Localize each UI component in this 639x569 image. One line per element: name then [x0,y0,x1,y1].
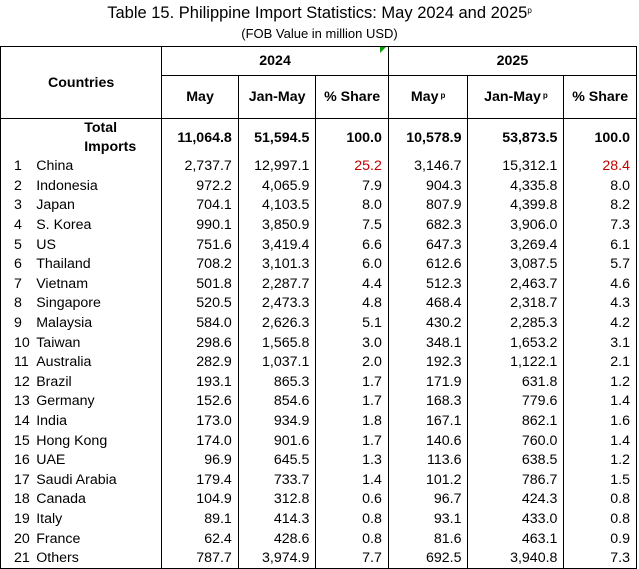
table-row [1,294,637,314]
cell-rank: 13 [1,392,37,412]
cell-janmay-2024: 12,997.1 [238,157,316,177]
cell-janmay-2024: 3,419.4 [238,235,316,255]
table-row [1,529,637,549]
cell-janmay-2025: 3,087.5 [468,255,564,275]
cell-may-2024: 96.9 [162,451,239,471]
table-row [1,275,637,295]
header-share-2024: % Share [316,76,389,119]
cell-may-2024: 2,737.7 [162,157,239,177]
cell-share-2024: 2.0 [316,353,389,373]
cell-may-2025: 682.3 [388,216,468,236]
table-row [1,490,637,510]
cell-rank: 9 [1,314,37,334]
total-janmay-2024: 51,594.5 [238,119,316,158]
cell-country: Singapore [36,294,162,314]
cell-janmay-2025: 2,318.7 [468,294,564,314]
cell-share-2025: 1.2 [564,451,637,471]
table-row [1,451,637,471]
cell-may-2025: 96.7 [388,490,468,510]
cell-janmay-2024: 4,065.9 [238,177,316,197]
cell-share-2024: 4.8 [316,294,389,314]
cell-janmay-2025: 433.0 [468,510,564,530]
cell-country: China [36,157,162,177]
cell-share-2024: 3.0 [316,333,389,353]
cell-share-2024: 1.8 [316,412,389,432]
cell-rank: 8 [1,294,37,314]
cell-janmay-2024: 854.6 [238,392,316,412]
cell-share-2025: 5.7 [564,255,637,275]
table-row [1,216,637,236]
cell-may-2025: 612.6 [388,255,468,275]
table-row [1,373,637,393]
cell-country: Malaysia [36,314,162,334]
cell-janmay-2024: 645.5 [238,451,316,471]
header-year-2024: 2024 [162,47,389,76]
cell-share-2024: 7.5 [316,216,389,236]
cell-share-2025: 28.4 [564,157,637,177]
cell-may-2025: 81.6 [388,529,468,549]
cell-share-2025: 8.2 [564,196,637,216]
cell-rank: 18 [1,490,37,510]
cell-rank: 21 [1,549,37,569]
header-share-2025: % Share [564,76,637,119]
cell-country: India [36,412,162,432]
total-may-2025: 10,578.9 [388,119,468,158]
cell-may-2024: 62.4 [162,529,239,549]
cell-janmay-2025: 15,312.1 [468,157,564,177]
cell-janmay-2024: 865.3 [238,373,316,393]
table-row [1,196,637,216]
cell-janmay-2024: 3,850.9 [238,216,316,236]
cell-country: Saudi Arabia [36,471,162,491]
cell-share-2025: 7.3 [564,549,637,569]
cell-rank: 12 [1,373,37,393]
cell-share-2025: 8.0 [564,177,637,197]
cell-share-2025: 4.3 [564,294,637,314]
cell-share-2025: 4.2 [564,314,637,334]
cell-country: Hong Kong [36,431,162,451]
cell-janmay-2024: 3,101.3 [238,255,316,275]
cell-country: Taiwan [36,333,162,353]
table-row [1,353,637,373]
table-subtitle: (FOB Value in million USD) [241,26,398,41]
cell-janmay-2024: 312.8 [238,490,316,510]
total-row [1,119,637,158]
preliminary-mark: p [527,6,532,15]
cell-janmay-2024: 934.9 [238,412,316,432]
cell-may-2024: 104.9 [162,490,239,510]
cell-may-2025: 692.5 [388,549,468,569]
cell-may-2025: 192.3 [388,353,468,373]
cell-share-2024: 1.7 [316,373,389,393]
preliminary-mark: p [440,91,446,101]
cell-may-2025: 3,146.7 [388,157,468,177]
cell-janmay-2024: 3,974.9 [238,549,316,569]
cell-rank: 7 [1,275,37,295]
table-row [1,157,637,177]
cell-janmay-2025: 2,463.7 [468,275,564,295]
cell-share-2024: 5.1 [316,314,389,334]
cell-may-2024: 520.5 [162,294,239,314]
table-row [1,177,637,197]
cell-may-2025: 93.1 [388,510,468,530]
cell-share-2025: 1.5 [564,471,637,491]
cell-may-2025: 171.9 [388,373,468,393]
cell-rank: 3 [1,196,37,216]
cell-share-2025: 1.4 [564,431,637,451]
cell-may-2025: 904.3 [388,177,468,197]
table-row [1,333,637,353]
header-janmay-2025-label: Jan-May [484,89,541,106]
cell-country: UAE [36,451,162,471]
cell-share-2025: 4.6 [564,275,637,295]
cell-janmay-2025: 862.1 [468,412,564,432]
table-title-text: Table 15. Philippine Import Statistics: May 2024 and 2025 [107,4,528,22]
table-row [1,549,637,569]
cell-rank: 5 [1,235,37,255]
table-row [1,235,637,255]
preliminary-mark: p [542,91,548,101]
header-janmay-2025 [468,76,564,119]
cell-janmay-2025: 3,940.8 [468,549,564,569]
cell-rank: 1 [1,157,37,177]
cell-janmay-2024: 428.6 [238,529,316,549]
cell-may-2025: 168.3 [388,392,468,412]
cell-janmay-2025: 2,285.3 [468,314,564,334]
cell-country: France [36,529,162,549]
cell-country: Thailand [36,255,162,275]
cell-country: Others [36,549,162,569]
cell-may-2025: 167.1 [388,412,468,432]
cell-share-2025: 2.1 [564,353,637,373]
cell-rank: 16 [1,451,37,471]
cell-country: Indonesia [36,177,162,197]
cell-share-2024: 6.0 [316,255,389,275]
cell-rank: 15 [1,431,37,451]
cell-may-2024: 174.0 [162,431,239,451]
cell-share-2024: 7.9 [316,177,389,197]
cell-janmay-2024: 2,626.3 [238,314,316,334]
cell-share-2024: 4.4 [316,275,389,295]
table-row [1,314,637,334]
total-share-2024: 100.0 [316,119,389,158]
cell-share-2024: 0.8 [316,529,389,549]
table-row [1,431,637,451]
cell-share-2025: 0.9 [564,529,637,549]
cell-janmay-2025: 424.3 [468,490,564,510]
cell-may-2024: 298.6 [162,333,239,353]
cell-may-2025: 140.6 [388,431,468,451]
import-statistics-table [0,46,637,569]
header-may-2025 [388,76,468,119]
cell-may-2024: 173.0 [162,412,239,432]
cell-share-2024: 1.3 [316,451,389,471]
total-rank-cell [1,119,37,158]
cell-share-2024: 25.2 [316,157,389,177]
cell-rank: 6 [1,255,37,275]
cell-may-2024: 972.2 [162,177,239,197]
cell-may-2024: 501.8 [162,275,239,295]
cell-corner-marker [380,47,386,53]
cell-may-2024: 152.6 [162,392,239,412]
cell-janmay-2025: 760.0 [468,431,564,451]
cell-janmay-2024: 414.3 [238,510,316,530]
table-row [1,255,637,275]
cell-janmay-2025: 786.7 [468,471,564,491]
cell-share-2025: 1.4 [564,392,637,412]
cell-share-2024: 1.7 [316,431,389,451]
cell-rank: 17 [1,471,37,491]
cell-may-2024: 704.1 [162,196,239,216]
cell-may-2024: 990.1 [162,216,239,236]
cell-country: Brazil [36,373,162,393]
cell-janmay-2025: 1,653.2 [468,333,564,353]
cell-rank: 2 [1,177,37,197]
cell-janmay-2025: 3,906.0 [468,216,564,236]
cell-country: Germany [36,392,162,412]
cell-rank: 19 [1,510,37,530]
table-row [1,392,637,412]
cell-share-2025: 3.1 [564,333,637,353]
cell-share-2025: 1.6 [564,412,637,432]
header-may-2024: May [162,76,239,119]
cell-share-2024: 1.4 [316,471,389,491]
cell-may-2025: 101.2 [388,471,468,491]
total-janmay-2025: 53,873.5 [468,119,564,158]
cell-janmay-2025: 638.5 [468,451,564,471]
cell-janmay-2024: 1,037.1 [238,353,316,373]
table-title [0,0,639,24]
total-share-2025: 100.0 [564,119,637,158]
cell-country: Vietnam [36,275,162,295]
cell-country: Japan [36,196,162,216]
cell-share-2025: 7.3 [564,216,637,236]
cell-janmay-2024: 1,565.8 [238,333,316,353]
cell-share-2024: 0.6 [316,490,389,510]
header-row-years [1,47,637,76]
cell-rank: 20 [1,529,37,549]
cell-share-2024: 6.6 [316,235,389,255]
cell-janmay-2025: 1,122.1 [468,353,564,373]
cell-janmay-2025: 3,269.4 [468,235,564,255]
cell-may-2025: 113.6 [388,451,468,471]
cell-rank: 14 [1,412,37,432]
cell-share-2024: 8.0 [316,196,389,216]
total-label: Total Imports [36,119,162,158]
header-year-2025: 2025 [388,47,636,76]
cell-janmay-2024: 901.6 [238,431,316,451]
cell-may-2024: 89.1 [162,510,239,530]
table-row [1,471,637,491]
cell-rank: 4 [1,216,37,236]
cell-share-2025: 0.8 [564,490,637,510]
cell-country: S. Korea [36,216,162,236]
cell-janmay-2025: 463.1 [468,529,564,549]
cell-janmay-2024: 2,287.7 [238,275,316,295]
cell-may-2024: 193.1 [162,373,239,393]
cell-may-2024: 179.4 [162,471,239,491]
cell-share-2025: 0.8 [564,510,637,530]
cell-may-2025: 512.3 [388,275,468,295]
cell-janmay-2024: 733.7 [238,471,316,491]
cell-rank: 10 [1,333,37,353]
cell-may-2024: 708.2 [162,255,239,275]
cell-country: Australia [36,353,162,373]
cell-country: US [36,235,162,255]
cell-janmay-2025: 4,399.8 [468,196,564,216]
cell-may-2025: 647.3 [388,235,468,255]
cell-may-2024: 787.7 [162,549,239,569]
table-body [1,119,637,569]
table-row [1,510,637,530]
cell-may-2025: 807.9 [388,196,468,216]
total-may-2024: 11,064.8 [162,119,239,158]
cell-may-2024: 584.0 [162,314,239,334]
cell-share-2024: 0.8 [316,510,389,530]
cell-may-2024: 282.9 [162,353,239,373]
cell-may-2024: 751.6 [162,235,239,255]
cell-janmay-2024: 2,473.3 [238,294,316,314]
cell-country: Canada [36,490,162,510]
cell-may-2025: 468.4 [388,294,468,314]
cell-share-2025: 1.2 [564,373,637,393]
cell-janmay-2025: 631.8 [468,373,564,393]
header-janmay-2024: Jan-May [238,76,316,119]
cell-janmay-2025: 779.6 [468,392,564,412]
header-may-2025-label: May [410,89,439,106]
cell-may-2025: 430.2 [388,314,468,334]
cell-share-2024: 1.7 [316,392,389,412]
header-countries: Countries [1,47,162,119]
cell-country: Italy [36,510,162,530]
cell-janmay-2024: 4,103.5 [238,196,316,216]
cell-share-2024: 7.7 [316,549,389,569]
cell-rank: 11 [1,353,37,373]
cell-share-2025: 6.1 [564,235,637,255]
cell-janmay-2025: 4,335.8 [468,177,564,197]
cell-may-2025: 348.1 [388,333,468,353]
table-row [1,412,637,432]
